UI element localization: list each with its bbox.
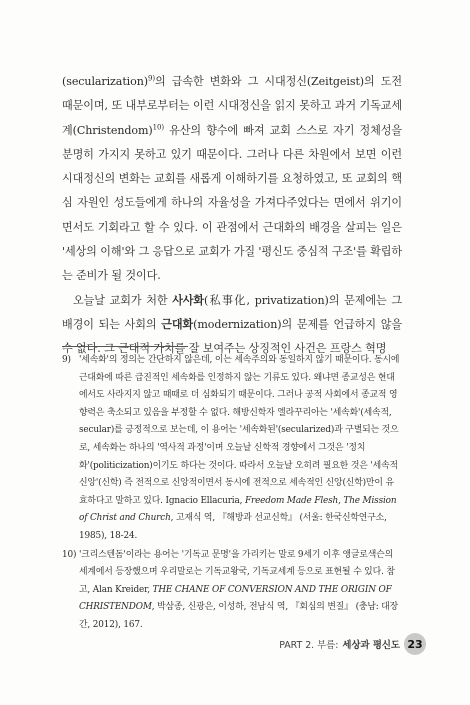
footnote-text [79, 352, 402, 546]
text-run: , 고재식 역, 『해방과 선교신학』 (서울: 한국신학연구소, 1985), 18-24. [79, 513, 387, 541]
footnote-ref-10: 10) [152, 122, 164, 131]
bold-term: 사사화 [172, 293, 205, 307]
footnote-text [79, 547, 402, 635]
footnote-9 [62, 352, 402, 546]
footer-section-title: 세상과 평신도 [342, 640, 400, 651]
paragraph [62, 289, 402, 362]
text-run: (modernization)의 문제를 언급하지 않을 수 없다. 그 근대적 가치를 잘 보여주는 상징적인 사건은 프랑스 혁명 [62, 317, 402, 356]
footnote-number: 10) [62, 549, 77, 560]
text-run: '크리스텐돔'이라는 용어는 '기독교 문명'을 가리키는 말로 9세기 이후 앵글로색슨의 세계에서 등장했으며 우리말로는 기독교왕국, 기독교세계 등으로 표현될 수 있다. 참고, Alan Kreider, [79, 549, 395, 595]
footnote-ref-9: 9) [147, 74, 155, 83]
text-run: (私事化, privatization)의 문제에는 그 배경이 되는 사회의 [62, 293, 402, 331]
footnote-divider [62, 346, 188, 347]
text-run: , 박삼종, 신광은, 이성하, 전남식 역, 『회심의 변질』 (충남: 대장간, 2012), 167. [79, 602, 399, 630]
text-run: '세속화'의 정의는 간단하지 않은데, 이는 세속주의와 동일하지 않기 때문이다. 동시에 근대화에 따른 급진적인 세속화를 인정하지 않는 기류도 있다. 왜냐면 종교성은 현대에서도 사라지지 않고 때때로 더 심화되기 때문이다. 그러나 공적 사회에서 종교적 영향력은 축소되고 있음을 부정할 수 없다. 해방신학자 엘라꾸리아는 '세속화'(세속적, secular)를 긍정적으로 보는데, 이 용어는 '세속화된'(secularized)과 구별되는 것으로, 세속화는 하나의 '역사적 과정'이며 오늘날 신학적 경향에서 그것은 '정치화'(politicization)이기도 하다는 것이다. 따라서 오늘날 오히려 필요한 것은 '세속적 신앙'(신학) 즉 전적으로 신앙적이면서 동시에 전적으로 세속적인 신앙(신학)만이 유효하다고 말하고 있다. Ignacio Ellacuria, [79, 355, 400, 506]
text-run: 오늘날 교회가 처한 [73, 293, 173, 307]
footnote-10 [62, 547, 402, 635]
paragraph [62, 70, 402, 289]
footer-part-label: PART 2. 부름: [279, 640, 339, 651]
main-text [62, 70, 402, 362]
running-footer [0, 634, 400, 654]
book-title: THE CHANE OF CONVERSION AND THE ORIGIN OF CHRISTENDOM [79, 584, 392, 613]
page-number-badge: 23 [404, 633, 426, 655]
book-title: Freedom Made Flesh, The Mission of Christ and Church [79, 495, 397, 524]
text-run: (secularization) [62, 75, 148, 88]
text-run: 유산의 향수에 빠져 교회 스스로 자기 정체성을 분명히 가지지 못하고 있기 때문이다. 그러나 다른 차원에서 보면 이런 시대정신의 변화는 교회를 새롭게 이해하기를 요청하였고, 또 교회의 핵심 자원인 성도들에게 하나의 자율성을 가져다주었다는 면에서 위기이면서도 기회라고 할 수 있다. 이 관점에서 근대화의 배경을 살피는 일은 '세상의 이해'와 그 응답으로 교회가 가질 '평신도 중심적 구조'를 확립하는 준비가 될 것이다. [62, 123, 402, 283]
text-run: 의 급속한 변화와 그 시대정신(Zeitgeist)의 도전 때문이며, 또 내부로부터는 이런 시대정신을 읽지 못하고 과거 기독교세계(Christendom) [62, 75, 402, 137]
bold-term: 근대화 [161, 317, 194, 331]
footnotes [62, 352, 402, 635]
footnote-number: 9) [62, 355, 71, 365]
